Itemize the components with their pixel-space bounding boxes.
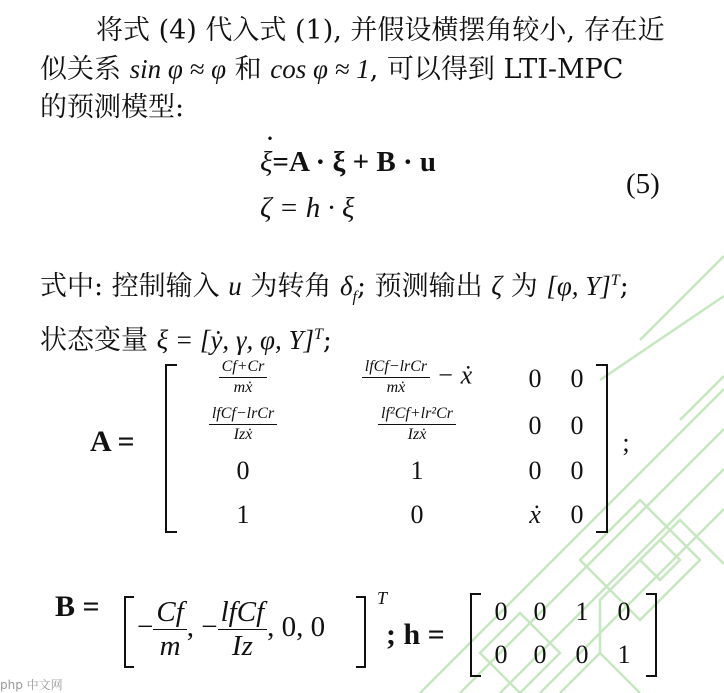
matrix-a-r3c4: 0 xyxy=(570,456,584,485)
matrix-a-right-bracket xyxy=(596,364,608,533)
matrix-a-r2c4: 0 xyxy=(570,411,584,440)
matrix-h-right-bracket xyxy=(646,593,657,677)
matrix-h-r2c3: 0 xyxy=(575,640,589,669)
intro-line-2: 似关系 sin φ ≈ φ 和 cos φ ≈ 1, 可以得到 LTI-MPC xyxy=(40,54,624,85)
equation-number: (5) xyxy=(626,168,660,200)
matrix-a-left-bracket xyxy=(165,364,177,533)
matrix-a-r1c4: 0 xyxy=(570,364,584,393)
matrix-h-r1c2: 0 xyxy=(533,597,547,626)
matrix-b-row: B = xyxy=(55,590,100,623)
matrix-a-r1c1: $\frac{Cf+Cr}{\text{mẋ}}$ xyxy=(178,358,308,397)
matrix-h-left-bracket xyxy=(470,593,481,677)
intro-line-1: 将式 (4) 代入式 (1), 并假设横摆角较小, 存在近 xyxy=(96,15,665,46)
matrix-b-content: − $\frac{Cf}{m}$ , − $\frac{\text{lfCf}}{Iz}$ , 0, 0 xyxy=(137,596,326,662)
matrix-a-r4c2: 0 xyxy=(410,500,424,529)
paragraph-definitions xyxy=(40,262,700,360)
approx-sin: sin φ ≈ φ xyxy=(129,54,227,84)
matrix-a-r3c1: 0 xyxy=(236,456,250,485)
matrix-a-r4c4: 0 xyxy=(570,500,584,529)
matrix-b-transpose: T xyxy=(376,588,387,608)
matrix-a-r2c1: $\frac{\text{lfCf−lrCr}}{\text{Izẋ}}$ xyxy=(178,405,308,444)
matrix-h-label: ; h = xyxy=(386,618,445,651)
intro-line-3: 的预测模型: xyxy=(40,92,185,123)
equation-state: · ξ=A · ξ + B · u xyxy=(260,146,436,179)
matrix-h-r2c4: 1 xyxy=(617,640,631,669)
defs-line-1: 式中: 控制输入 u 为转角 $\delta_f$; 预测输出 ζ 为 [φ, Y]$^T$; xyxy=(40,271,629,306)
matrix-a-r3c3: 0 xyxy=(528,456,542,485)
matrix-a-label: A = xyxy=(90,425,135,458)
paragraph-intro xyxy=(40,12,690,127)
matrix-h-r2c1: 0 xyxy=(494,640,508,669)
matrix-h-r1c3: 1 xyxy=(575,597,589,626)
defs-line-2: 状态变量 ξ = [ẏ, γ, φ, Y]$^T$; xyxy=(40,325,332,357)
matrix-a-r4c1: 1 xyxy=(236,500,250,529)
matrix-a-r1c3: 0 xyxy=(528,364,542,393)
approx-cos: cos φ ≈ 1 xyxy=(270,54,370,84)
matrix-a-r3c2: 1 xyxy=(410,456,424,485)
matrix-a-semicolon: ; xyxy=(622,428,630,457)
matrix-h-r1c4: 0 xyxy=(617,597,631,626)
matrix-a-r2c2: $\frac{\text{lf²Cf+lr²Cr}}{\text{Izẋ}}$ xyxy=(322,405,512,444)
matrix-h-r1c1: 0 xyxy=(494,597,508,626)
matrix-a-r2c3: 0 xyxy=(528,411,542,440)
matrix-h-r2c2: 0 xyxy=(533,640,547,669)
matrix-a-r4c3: ẋ xyxy=(529,500,541,529)
matrix-a-r1c2: $\frac{\text{lfCf−lrCr}}{\text{mẋ}}$ − ẋ xyxy=(322,358,512,397)
matrix-b-left-bracket xyxy=(124,596,134,668)
site-logo: php 中文网 xyxy=(0,678,63,692)
equation-output: ζ = h · ξ xyxy=(260,192,355,224)
